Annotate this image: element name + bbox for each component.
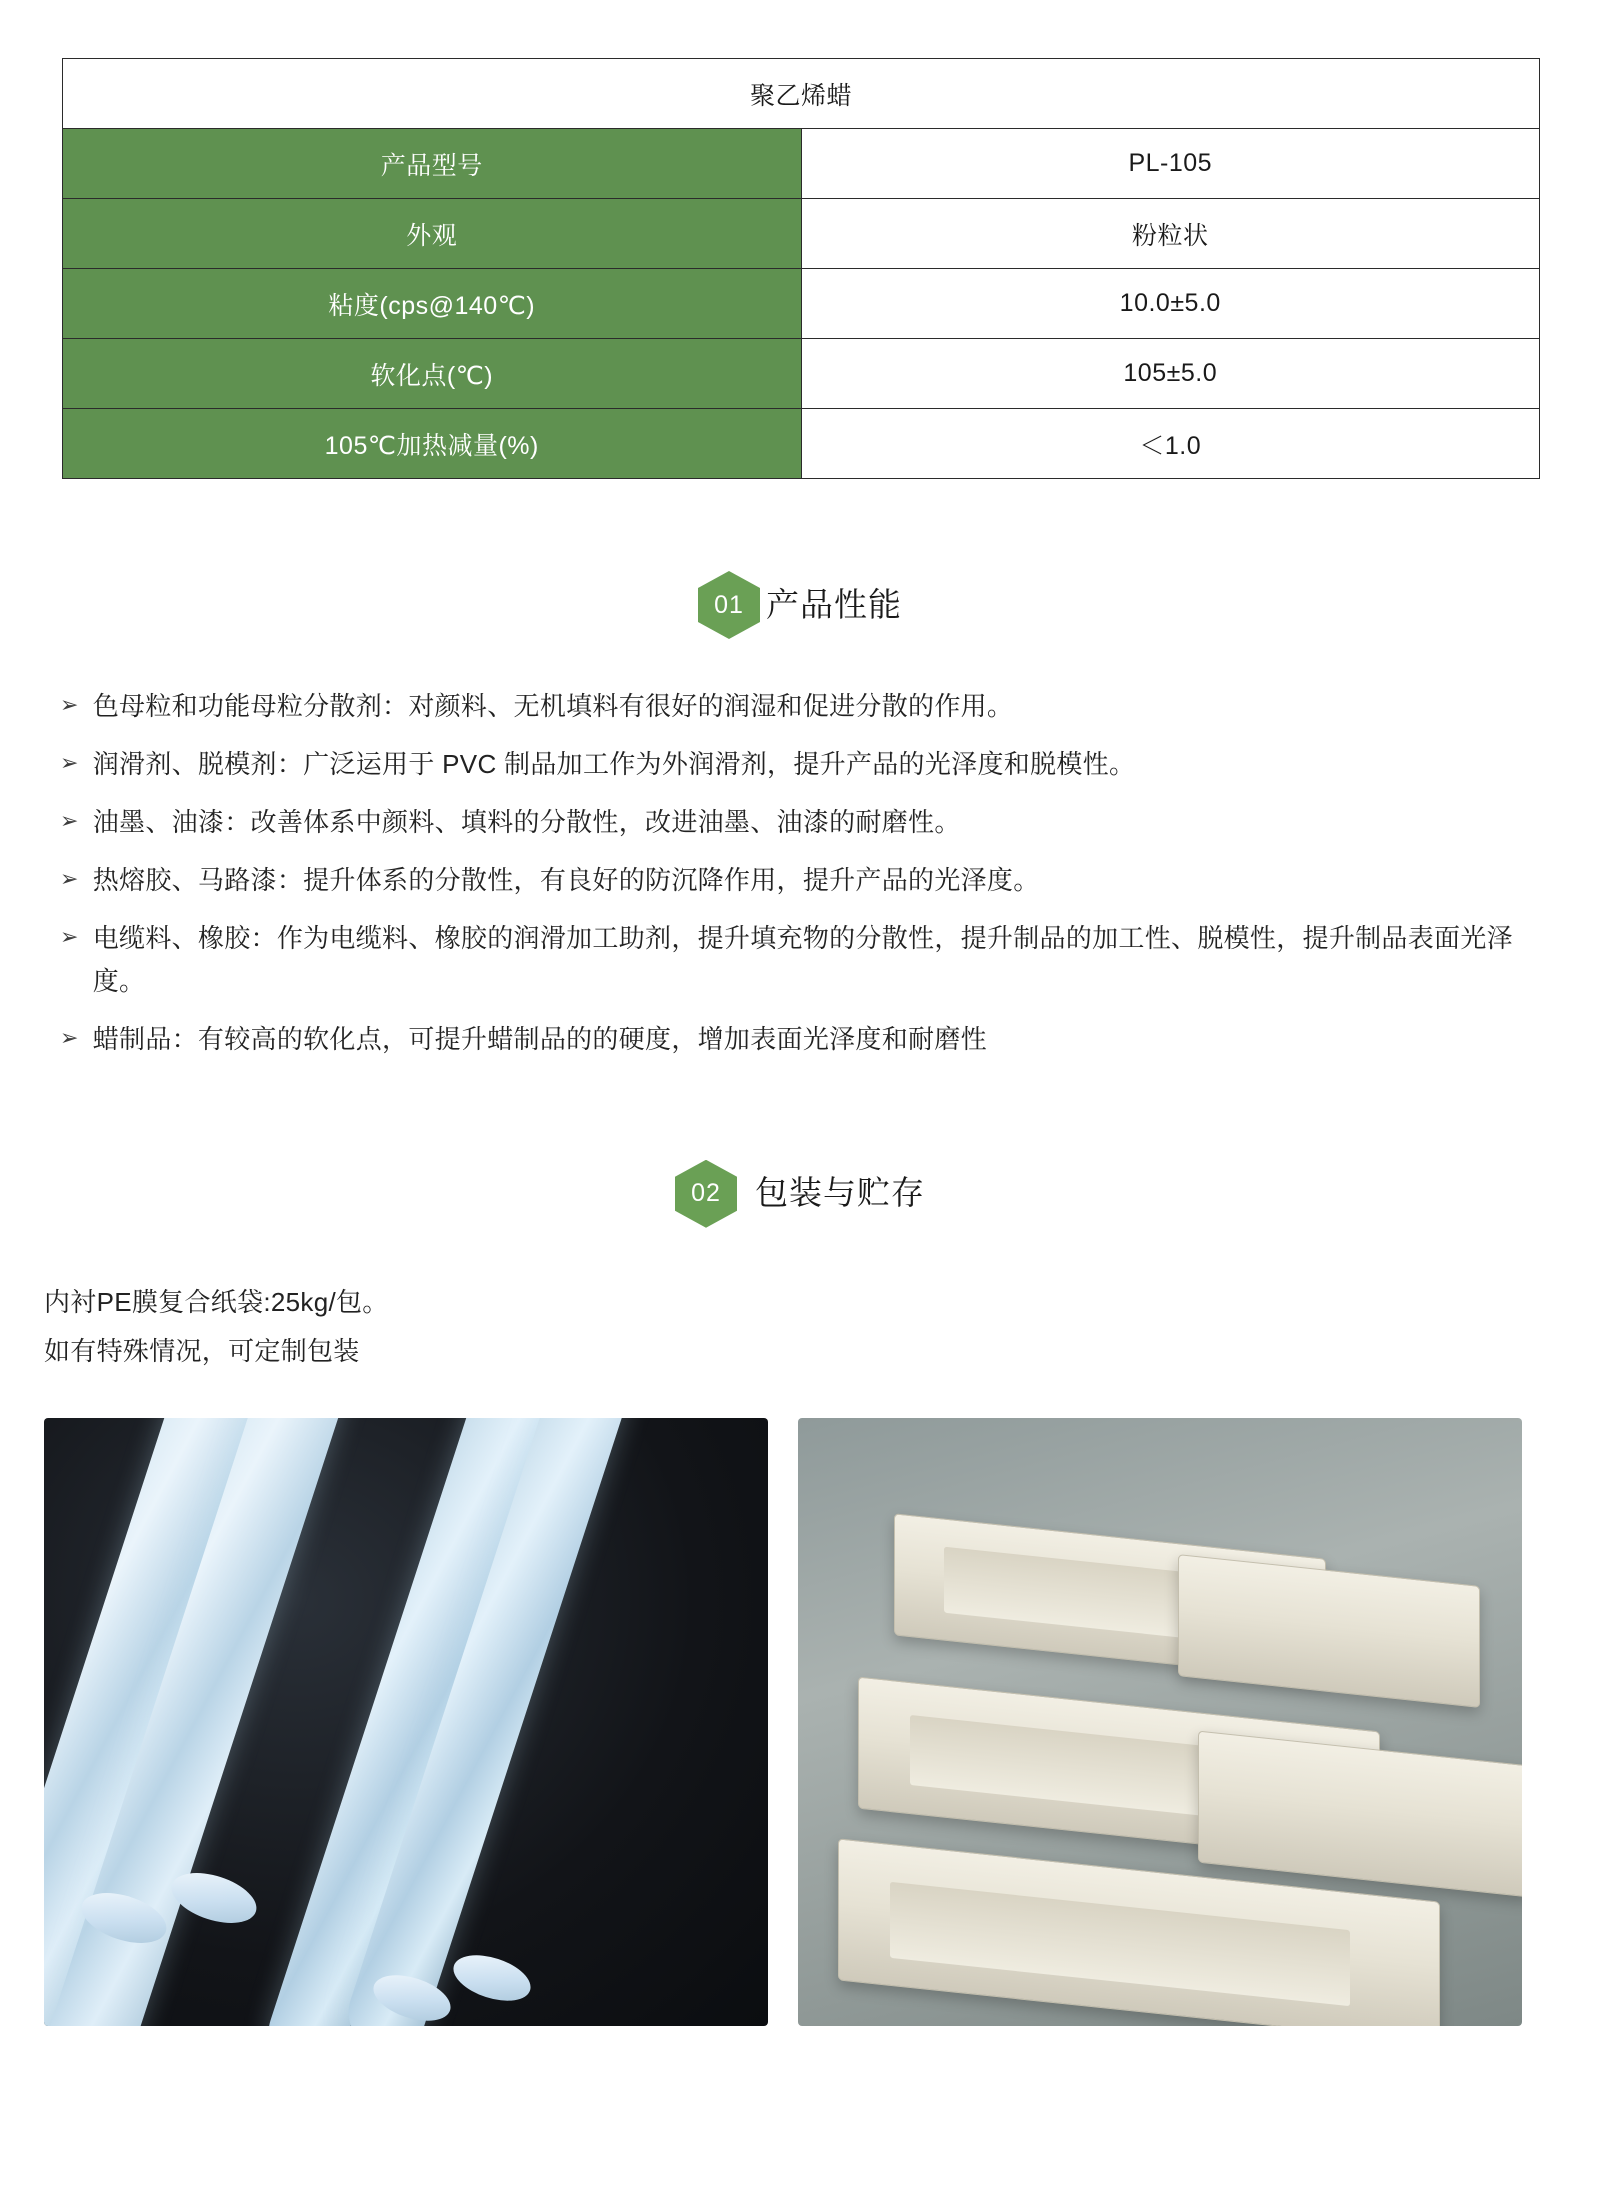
spec-value-softening-point: 105±5.0 bbox=[801, 339, 1540, 409]
trunking-bar-shape bbox=[1198, 1731, 1522, 1898]
list-item bbox=[60, 859, 1540, 901]
list-item bbox=[60, 685, 1540, 727]
spec-label-viscosity: 粘度(cps@140℃) bbox=[63, 269, 802, 339]
packaging-line: 内衬PE膜复合纸袋:25kg/包。 bbox=[44, 1286, 389, 1317]
arrow-bullet-icon: ➢ bbox=[60, 866, 79, 892]
table-row bbox=[63, 339, 1540, 409]
product-photo-glue-sticks bbox=[44, 1418, 768, 2026]
arrow-bullet-icon: ➢ bbox=[60, 692, 79, 717]
spec-value-appearance: 粉粒状 bbox=[801, 199, 1540, 269]
list-item bbox=[60, 743, 1540, 785]
section-number: 02 bbox=[691, 1179, 721, 1208]
list-item bbox=[60, 1018, 1540, 1060]
spec-label-heat-loss: 105℃加热减量(%) bbox=[63, 409, 802, 479]
table-row bbox=[63, 129, 1540, 199]
section-heading-performance bbox=[0, 571, 1600, 639]
list-item bbox=[60, 917, 1540, 1001]
table-row bbox=[63, 199, 1540, 269]
list-item-text: 电缆料、橡胶：作为电缆料、橡胶的润滑加工助剂，提升填充物的分散性，提升制品的加工性、脱模性，提升制品表面光泽度。 bbox=[92, 923, 1513, 996]
spec-value-viscosity: 10.0±5.0 bbox=[801, 269, 1540, 339]
arrow-bullet-icon: ➢ bbox=[60, 808, 79, 834]
product-photo-pvc-trunking bbox=[798, 1418, 1522, 2026]
hexagon-badge-icon bbox=[675, 1160, 737, 1228]
product-datasheet-page bbox=[0, 58, 1600, 2198]
hexagon-badge-icon bbox=[698, 571, 760, 639]
spec-table-container bbox=[62, 58, 1538, 479]
spec-label-softening-point: 软化点(℃) bbox=[63, 339, 802, 409]
spec-value-heat-loss: ＜1.0 bbox=[801, 409, 1540, 479]
spec-table-title: 聚乙烯蜡 bbox=[63, 59, 1540, 129]
section-title: 包装与贮存 bbox=[755, 1174, 925, 1212]
list-item-text: 润滑剂、脱模剂：广泛运用于 PVC 制品加工作为外润滑剂，提升产品的光泽度和脱模性。 bbox=[92, 749, 1136, 780]
performance-bullet-list bbox=[60, 685, 1540, 1060]
product-image-row bbox=[44, 1418, 1556, 2026]
table-row bbox=[63, 409, 1540, 479]
trunking-bar-shape bbox=[1178, 1554, 1480, 1708]
list-item-text: 热熔胶、马路漆：提升体系的分散性，有良好的防沉降作用，提升产品的光泽度。 bbox=[92, 865, 1040, 896]
table-row-title bbox=[63, 59, 1540, 129]
section-number: 01 bbox=[714, 590, 744, 619]
list-item-text: 色母粒和功能母粒分散剂：对颜料、无机填料有很好的润湿和促进分散的作用。 bbox=[92, 691, 1014, 721]
list-item bbox=[60, 801, 1540, 843]
list-item-text: 油墨、油漆：改善体系中颜料、填料的分散性，改进油墨、油漆的耐磨性。 bbox=[92, 807, 961, 838]
section-title: 产品性能 bbox=[766, 585, 902, 623]
spec-label-appearance: 外观 bbox=[63, 199, 802, 269]
spec-value-model: PL-105 bbox=[801, 129, 1540, 199]
arrow-bullet-icon: ➢ bbox=[60, 924, 79, 950]
packaging-line: 如有特殊情况，可定制包装 bbox=[44, 1336, 360, 1366]
glue-stick-end bbox=[448, 1947, 536, 2010]
spec-table bbox=[62, 58, 1540, 479]
spec-label-model: 产品型号 bbox=[63, 129, 802, 199]
section-heading-packaging bbox=[0, 1160, 1600, 1228]
list-item-text: 蜡制品：有较高的软化点，可提升蜡制品的的硬度，增加表面光泽度和耐磨性 bbox=[92, 1023, 987, 1054]
table-row bbox=[63, 269, 1540, 339]
arrow-bullet-icon: ➢ bbox=[60, 1024, 79, 1050]
arrow-bullet-icon: ➢ bbox=[60, 750, 79, 776]
packaging-text-block bbox=[44, 1280, 1600, 1374]
